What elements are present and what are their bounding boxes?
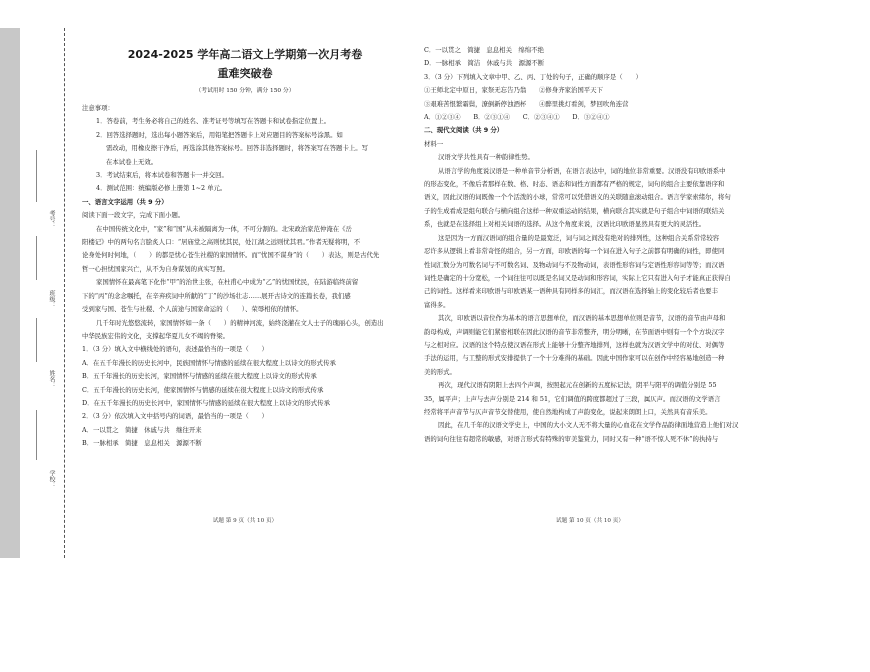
text-line: 美的形式。	[424, 367, 456, 376]
text-line: 汉语文学共性具有一种韵律性势。	[438, 153, 534, 162]
exam-title: 2024-2025 学年高二语文上学期第一次月考卷	[127, 48, 363, 61]
left-page	[82, 40, 408, 451]
text-line: 子的生成看成是组句联合与横向组合这样一种双重运动的结果，横向联合其实就是句子组合中词语的联结关	[424, 206, 725, 215]
text-line: A．①②③④ B．②③①④ C．②③④① D．③②④①	[424, 113, 610, 122]
text-line: 1．（3 分）填入文中横线处的语句，表述最恰当的一项是（ ）	[82, 345, 268, 354]
text-line: B．一脉相承 简捷 息息相关 源源不断	[82, 439, 202, 448]
text-line: 阳楼记》中的两句名言脍炙人口：“居庙堂之高则忧其民，处江湖之远则忧其君。”作者无疑将明，不	[82, 238, 361, 247]
left-text-body	[82, 115, 408, 450]
text-line: 2．回答选择题时，选出每小题答案后，用铅笔把答题卡上对应题目的答案标号涂黑。如	[96, 130, 343, 139]
binding-underline	[36, 410, 37, 460]
text-line: D．在五千年漫长的历史长河中，家国情怀与情感的延续在很大程度上以诗文的形式传承	[82, 398, 330, 407]
text-line: 韵母构成，声调则能它们紧密相联在因此汉语的音节非常整齐，明分明晰，在节面语中则有一个个方块汉字	[424, 327, 725, 336]
binding-field-name: 姓名：	[48, 370, 55, 388]
text-line: 中华民族宏伟的文化，支撑起华夏儿女不竭的脊梁。	[82, 331, 229, 340]
text-line: A．在五千年漫长的历史长河中，民族国情怀与情感的延续在很大程度上以诗文的形式传承	[82, 358, 336, 367]
text-line: 性词汇数分为可数名词与不可数名词、及物动词与不及物动词，表语性形容词与定语性形容词等等；而汉语	[424, 260, 725, 269]
text-line: 3．（3 分）下列填入文章中甲、乙、丙、丁处的句子，正确的顺序是（ ）	[424, 72, 642, 81]
text-line: ①王师北定中原日，家祭无忘告乃翁 ②修身齐家治国平天下	[424, 86, 603, 95]
exam-meta: （考试用时 150 分钟，满分 150 分）	[195, 88, 295, 94]
text-line: 1．答卷前，考生务必将自己的姓名、准考证号等填写在答题卡和试卷指定位置上。	[96, 117, 331, 126]
text-line: 的形态变化，不像后者那样在数、格、时态、语态和词性方面都有严格的规定，词句的组合主要依靠语序和	[424, 180, 725, 189]
right-page-footer: 试题 第 10 页（共 10 页）	[556, 518, 624, 524]
text-line: 35，属平声；上声与去声分别是 214 和 51，它们调值的跨度都超过了三段，属仄声。而汉语的文学语言	[424, 394, 721, 403]
text-line: 忍许多从逻辑上看非常奇怪的组合，另一方面，印欧语的每一个词在进入句子之前都有明确的词性，即使同	[424, 247, 725, 256]
right-page	[424, 44, 754, 446]
notice-heading: 注意事项：	[82, 104, 114, 112]
binding-strip	[0, 28, 20, 558]
text-line: 哲一心担忧国家兴亡，从不为自身谋划的真实写照。	[82, 264, 229, 273]
text-line: 因此，在几千年的汉语文学史上，中国的大小文人无不将大量的心血花在文学作品韵律面地营造上他们对汉	[438, 421, 739, 430]
text-line: 其次，印欧语以音位作为基本的语言思想单位，而汉语的基本思想单位则是音节，汉语的音节由声母和	[438, 314, 726, 323]
text-line: 从语言学的角度说汉语是一种单音节分析语，在语言表达中，词的地位非常重要。汉语没有印欧语系中	[438, 166, 726, 175]
text-line: 手法的运用，与工整的形式安排提供了一个十分难得的基础。因此中国作家可以在创作中经容易地创造一种	[424, 354, 725, 363]
exam-subtitle: 重难突破卷	[217, 67, 273, 80]
text-line: ③艰难苦恨繁霜鬓，潦倒新停浊酒杯 ④醉里挑灯看剑，梦回吹角连营	[424, 99, 629, 108]
text-line: 经常将平声音节与仄声音节交替使用，使自然地构成了声韵变化，说起来朗朗上口，关然具有音乐美。	[424, 407, 712, 416]
binding-field-school: 学校：	[48, 470, 55, 488]
text-line: 需改动，用橡皮擦干净后，再选涂其他答案标号。回答非选择题时，将答案写在答题卡上。写	[106, 144, 369, 153]
text-line: 2．（3 分）依次填入文中括号内的词语，最恰当的一项是（ ）	[82, 412, 268, 421]
text-line: 系，也就是在选择组上对相关词语的选择。从这个角度来说，汉语比印欧语显然具有更大的灵活性。	[424, 220, 706, 229]
text-line: 二、现代文阅读（共 9 分）	[424, 126, 504, 135]
binding-dashed-line	[64, 28, 65, 558]
text-line: 受到家与国、苍生与社稷、个人前途与国家命运的（ ）、荣辱相依的情怀。	[82, 305, 303, 314]
text-line: 语的词句往往有超常的敏感，对语言形式有特殊的审美鉴赏力，同时又有一种“语不惊人死不休”的执持与	[424, 434, 719, 443]
text-line: A．一以贯之 简捷 休戚与共 继往开来	[82, 425, 202, 434]
text-line: 一、语言文字运用（共 9 分）	[82, 197, 168, 206]
text-line: D．一脉相承 简洁 休戚与共 源源不断	[424, 59, 545, 68]
text-line: 几千年时光悠悠流转，家国情怀如一条（ ）的精神河流，始终浇灌在文人士子的瑰丽心头，创造出	[96, 318, 384, 327]
text-line: 下的“丙”的念念嘱托，在辛弃疾词中所献的“丁”的沙场壮志……展开古诗文的连篇长卷，我们感	[82, 291, 351, 300]
binding-underline	[36, 318, 37, 362]
text-line: 与之相对应。汉语的这个特点使汉语在形式上能够十分整齐地排列，这样也就为汉语文学中的对仗、对偶等	[424, 340, 725, 349]
binding-field-class: 班级：	[48, 290, 55, 308]
text-line: B．五千年漫长的历史长河，家国情怀与情感的延续在很大程度上以诗文的形式传承	[82, 372, 317, 381]
text-line: 家国情怀在最高笔下化作“甲”的治世主张，在杜甫心中成为“乙”的忧国忧民，在陆游临终前留	[96, 278, 359, 287]
text-line: C．一以贯之 简捷 息息相关 绵绵不绝	[424, 46, 544, 54]
text-line: 这是因为一方面汉语词的组合量的是最宽泛，词与词之间没有绝对的排列性，这种组合关系常常较容	[438, 233, 720, 242]
text-line: C．五千年漫长的历史长河，使家国情怀与情感的延续在很大程度上以诗文的形式传承	[82, 385, 324, 394]
text-line: 语义，因此汉语的词既像一个个活泼的小球，常常可以凭借语义的关联随意滚动组合。语言学家索绪尔，将句	[424, 193, 731, 202]
text-line: 阅读下面一段文字，完成下面小题。	[82, 211, 185, 220]
binding-underline	[36, 150, 37, 202]
text-line: 富得多。	[424, 300, 450, 309]
text-line: 4．测试范围：统编版必修上册第 1~2 单元。	[96, 184, 227, 193]
binding-field-number: 考号：	[48, 210, 55, 228]
text-line: 在中国传统文化中，“家”和“国”从未被隔离为一体，不可分割的。北宋政治家范仲淹在《岳	[96, 224, 352, 233]
text-line: 己的词性。这样看来印欧语与印欧语某一语种具有同样多的词汇，而汉语在选择轴上的变化较后者也要丰	[424, 287, 718, 296]
text-line: 论身处何时何地，（ ）的都是忧心苍生社稷的家国情怀。而“忧国不谋身”的（ ）表达，则是古代先	[82, 251, 380, 260]
right-text-body	[424, 44, 754, 446]
binding-underline	[36, 236, 37, 280]
text-line: 在本试卷上无效。	[106, 157, 158, 166]
text-line: 再次，现代汉语有阴阳上去四个声调，按照起元在创新的五度标记法，阴平与阳平的调值分别是 55	[438, 381, 717, 390]
text-line: 材料一	[424, 139, 444, 148]
text-line: 词性是确定的十分宽松，一个词往往可以既是名词又是动词和形容词，实际上它只有进入句子才能真正获得自	[424, 273, 731, 282]
left-page-footer: 试题 第 9 页（共 10 页）	[212, 518, 278, 524]
text-line: 3．考试结束后，将本试卷和答题卡一并交回。	[96, 171, 228, 180]
